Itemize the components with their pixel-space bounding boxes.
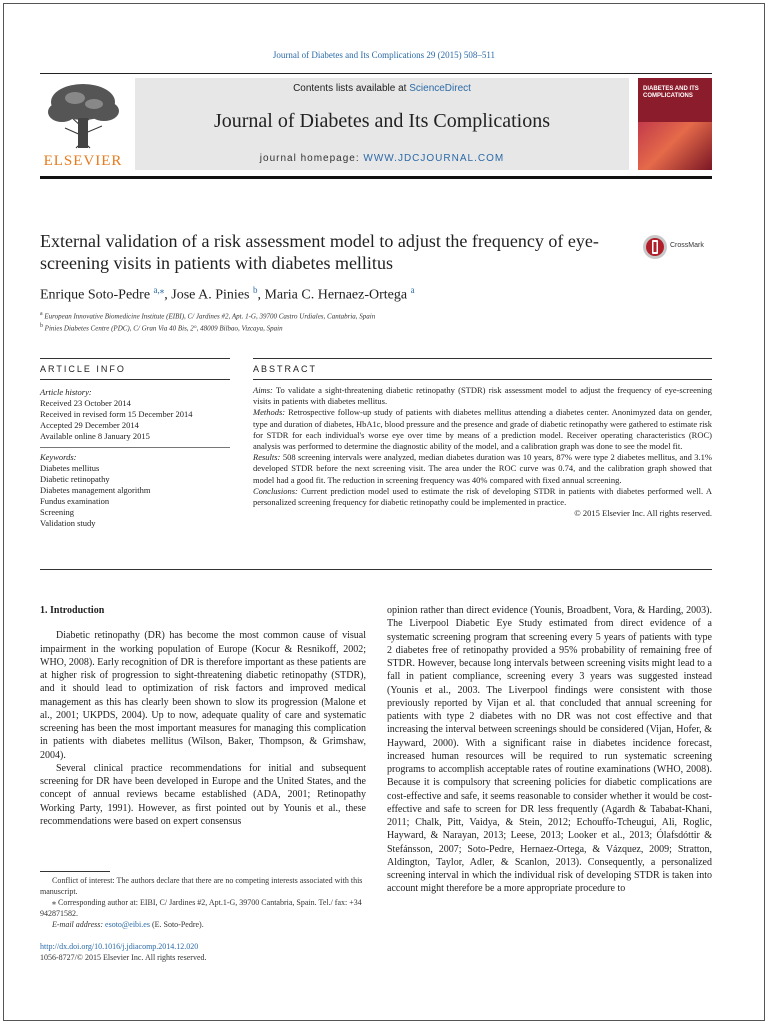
conflict-footnote: Conflict of interest: The authors declare that there are no competing interests associated with this manuscript.: [40, 876, 363, 896]
history-label: Article history:: [40, 387, 92, 397]
history-item: Received in revised form 15 December 2014: [40, 409, 193, 419]
email-label: E-mail address:: [52, 920, 106, 929]
doi-block: [40, 941, 370, 963]
history-item: Available online 8 January 2015: [40, 431, 150, 441]
journal-cover-thumbnail[interactable]: [638, 78, 712, 170]
body-paragraph: opinion rather than direct evidence (Younis, Broadbent, Vora, & Harding, 2003). The Liverpool Diabetic Eye Study estimated from direct evidence of a systematic screening program that screening every 5 years of patients with type 2 diabetes free of retinopathy provided a 95% probability of remaining free of STDR. However, because long intervals between screening visits might lead to a fall in patient compliance, screening every 3 years was suggested instead (Younis et al., 2003. The Liverpool findings were consistent with those previously reported by Vijan et al. that concluded that annual screening for patients with type 2 diabetes with no DR was not cost effective and that increasing the interval between screenings should be considered (Vijan, Hofer, & Hayward, 2000). With a significant raise in diabetes incidence forecast, increased human resources will be required to run systematic screening programs to accomplish acceptable rates of routine examinations (WHO, 2008). Because it is compulsory that screening policies for diabetic complications are cost-effective and safe, it seems reasonable to consider whether it would be cost-effective and safe to screen for DR less frequently (Agardh & Tababat-Khani, 2011; Chalk, Pitt, Vaidya, & Stein, 2012; Echouffo-Tcheugui, Ali, Roglic, Hayward, & Narayan, 2013; Leese, 2013; Looker et al., 2013; Ólafsdóttir & Stefánsson, 2007; Soto-Pedre, Hernaez-Ortega, & Vázquez, 2009; Stratton, Aldington, Taylor, Adler, & Scanlon, 2013). Consequently, a personalized screening interval in which the individual risk of developing STDR is taken into account might therefore be a more appropriate procedure to: [387, 605, 712, 895]
info-rule: [40, 379, 230, 380]
body-paragraph: Diabetic retinopathy (DR) has become the most common cause of visual impairment in the working population of Europe (Kocur & Resnikoff, 2002; WHO, 2008). Early recognition of DR is therefore important as these patients are at higher risk of progression to sight-threatening diabetic retinopathy (STDR), and it should lead to optimization of risk factors and improved medical management as this has clearly been shown to slow its progression (Malone et al., 2001; UKPDS, 2004). Up to now, adequate quality of care and systematic screening has been the most important measures for managing this complication in patients with diabetes mellitus (Wilson, Baker, Thompson, & Grimshaw, 2004).: [40, 630, 366, 761]
email-link[interactable]: esoto@eibi.es: [105, 920, 150, 929]
author-affiliation-marker[interactable]: a: [410, 285, 415, 295]
article-title: External validation of a risk assessment model to adjust the frequency of eye-screening visits in patients with diabetes mellitus: [40, 231, 599, 273]
affiliation-text: Pinies Diabetes Centre (PDC), C/ Gran Via 40 Bis, 2°, 48009 Bilbao, Vizcaya, Spain: [44, 324, 283, 333]
affiliation: [40, 309, 375, 321]
keyword: Screening: [40, 507, 74, 517]
keyword: Validation study: [40, 518, 96, 528]
author-affiliation-marker[interactable]: b: [252, 285, 258, 295]
results-text: 508 screening intervals were analyzed, median diabetes duration was 10 years, 87% were type 2 diabetes mellitus, and 3.1% developed STDR before the next screening visit. The area under the ROC curve was 0.74, and the calibration graph showed that model had a good fit. The reduction in screening frequency was 40% compared with fixed annual screening.: [253, 452, 712, 485]
cover-title: DIABETES AND ITS COMPLICATIONS: [643, 86, 699, 99]
sciencedirect-link[interactable]: ScienceDirect: [409, 83, 471, 94]
methods-text: Retrospective follow-up study of patients with diabetes mellitus attending a diabetes center. Anonimyzed data on gender, type and duration of diabetes, HbA1c, blood pressure and the presence and grade of diabetic retinopathy were gathered to estimate risk for STDR for each individual's worse eye over time by means of a prediction model. Receiver operating characteristics (ROC) analysis was performed to determine the diagnostic ability of the model, and a calibration graph was done to see the model fit.: [253, 407, 712, 452]
info-divider: [40, 447, 230, 448]
footnote-rule: [40, 871, 110, 872]
affiliation-marker: a: [40, 311, 43, 317]
abstract-methods: [253, 407, 712, 452]
abstract-conclusions: [253, 486, 712, 508]
keyword: Diabetic retinopathy: [40, 474, 110, 484]
body-paragraph: Several clinical practice recommendations for initial and subsequent screening for DR have been developed in Europe and the United States, and the concept of annual reviews became established (ADA, 2001; Retinopathy Working Party, 1991). However, as first pointed out by Younis et al., these recommendations were based on expert consensus: [40, 762, 366, 827]
keyword: Fundus examination: [40, 496, 110, 506]
email-footnote: [40, 920, 370, 931]
methods-label: Methods:: [253, 407, 286, 418]
keyword: Diabetes management algorithm: [40, 485, 151, 495]
corresponding-footnote: ⁎ Corresponding author at: EIBI, C/ Jardines #2, Apt.1-G, 39700 Cantabria, Spain. Tel./ fax: +34 942871582.: [40, 898, 362, 918]
journal-citation[interactable]: Journal of Diabetes and Its Complications 29 (2015) 508–511: [272, 50, 496, 60]
affiliation: [40, 321, 375, 333]
abstract-results: [253, 452, 712, 486]
author-affiliation-marker[interactable]: a,⁎: [153, 285, 165, 295]
author-name[interactable]: Enrique Soto-Pedre: [40, 287, 151, 303]
conclusions-label: Conclusions:: [253, 485, 298, 496]
body-left-column: [40, 604, 366, 828]
results-label: Results:: [253, 452, 281, 463]
affiliation-text: European Innovative Biomedicine Institute (EIBI), C/ Jardines #2, Apt. 1-G, 39700 Castro Urdiales, Cantabria, Spain: [44, 312, 376, 321]
contents-line: [135, 83, 629, 94]
aims-label: Aims:: [253, 385, 273, 395]
abstract-copyright: © 2015 Elsevier Inc. All rights reserved.: [574, 508, 712, 519]
author-name[interactable]: Maria C. Hernaez-Ortega: [264, 287, 408, 303]
issn-line: 1056-8727/© 2015 Elsevier Inc. All rights reserved.: [40, 953, 207, 962]
article-info: [40, 387, 230, 529]
abstract-bottom-rule: [40, 569, 712, 570]
author-name[interactable]: Jose A. Pinies: [171, 287, 250, 303]
abstract-rule: [253, 379, 712, 380]
body-right-column: [387, 604, 712, 896]
aims-text: To validate a sight-threatening diabetic retinopathy (STDR) risk assessment model to adjust the frequency of eye-screening visits in patients with diabetes mellitus.: [253, 385, 712, 407]
affiliations: [40, 309, 375, 334]
abstract-body: [253, 385, 712, 519]
abstract-rule-top: [253, 358, 712, 359]
abstract-heading: ABSTRACT: [253, 364, 318, 374]
homepage-line: [135, 153, 629, 164]
journal-homepage-link[interactable]: WWW.JDCJOURNAL.COM: [363, 153, 505, 164]
section-heading-introduction: 1. Introduction: [40, 605, 105, 616]
crossmark-label[interactable]: CrossMark: [670, 242, 704, 249]
keywords-label: Keywords:: [40, 452, 77, 462]
affiliation-marker: b: [40, 323, 43, 330]
cover-artwork: [638, 122, 712, 170]
journal-name: Journal of Diabetes and Its Complications: [213, 110, 551, 132]
header-rule-top: [40, 73, 712, 74]
header-rule-bottom: [40, 176, 712, 179]
homepage-prefix: journal homepage:: [259, 153, 364, 164]
info-rule-top: [40, 358, 230, 359]
abstract-aims: [253, 385, 712, 407]
elsevier-wordmark: ELSEVIER: [43, 153, 123, 169]
article-info-heading: ARTICLE INFO: [40, 364, 126, 374]
email-suffix: (E. Soto-Pedre).: [149, 920, 204, 929]
history-item: Received 23 October 2014: [40, 398, 131, 408]
author-list: Enrique Soto-Pedre $^{a,⁎}$, Jose A. Pinies $^b$, Maria C. Hernaez-Ortega $^a$: [40, 285, 415, 303]
keyword: Diabetes mellitus: [40, 463, 100, 473]
footnotes: [40, 871, 370, 932]
conclusions-text: Current prediction model used to estimate the risk of developing STDR in patients with diabetes performed well. A personalized screening frequency for diabetic retinopathy could be implemented in practice.: [253, 485, 712, 508]
contents-prefix: Contents lists available at: [293, 83, 410, 94]
history-item: Accepted 29 December 2014: [40, 420, 139, 430]
doi-link[interactable]: http://dx.doi.org/10.1016/j.jdiacomp.2014.12.020: [40, 942, 199, 951]
